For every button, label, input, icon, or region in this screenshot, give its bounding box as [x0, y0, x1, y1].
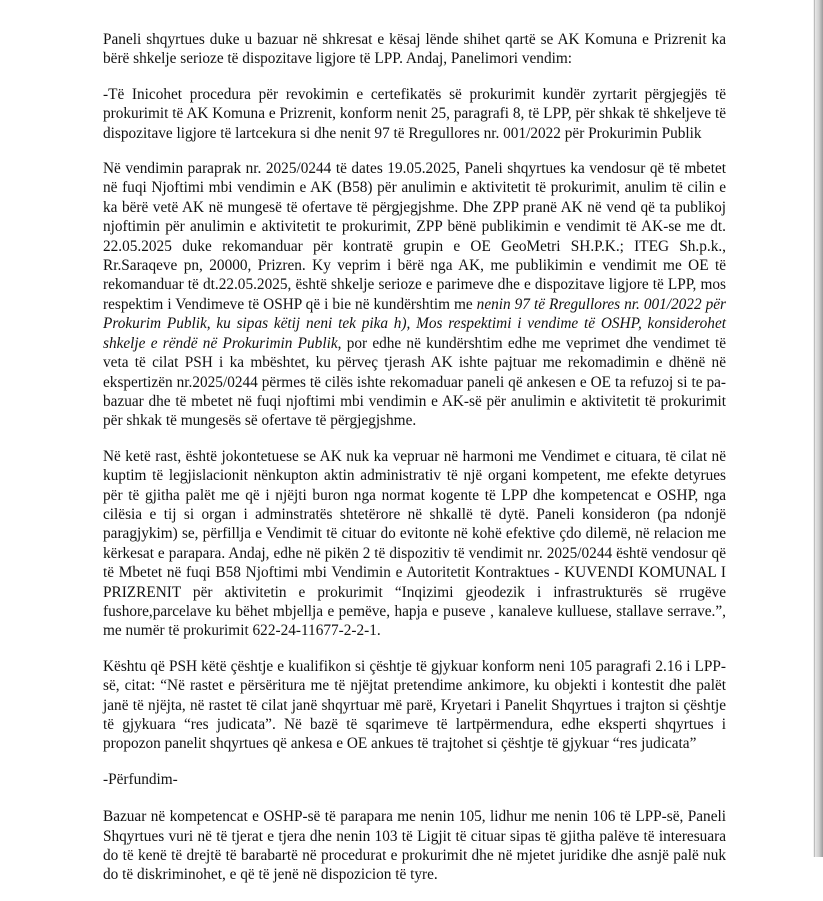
section-heading-conclusion: -Përfundim-: [103, 770, 178, 788]
paragraph-revocation: -Të Inicohet procedura për revokimin e certefikatës së prokurimit kundër zyrtarit përgjegjës të prokurimit të AK Komuna e Prizrenit, konform nenit 25, paragrafi 8, të LPP, për shkak të shkeljeve të dispozitave ligjore të lartcekura si dhe nenit 97 të Rregullores nr. 001/2022 për Prokurimin Publik: [103, 85, 726, 142]
paragraph-previous-decision-italic: nenin 97 të Rregullores nr. 001/2022 për Prokurim Publik, ku sipas këtij neni tek pika h), Mos respektimi i vendime të OSHP, konsiderohet shkelje e rëndë në Prokurimin Publik: [103, 295, 726, 352]
page-edge-shadow: [813, 0, 823, 857]
paragraph-res-judicata: Kështu që PSH këtë çështje e kualifikon si çështje të gjykuar konform neni 105 paragrafi 2.16 i LPP-së, citat: “Në rastet e përsëritura me të njëjtat pretendime ankimore, ku objekti i kontestit dhe palët janë të njëjta, në rastet të cilat janë shqyrtuar më parë, Kryetari i Panelit Shqyrtues i trajton si çështje të gjykuara “res judicata”. Në bazë të sqarimeve të lartpërmendura, edhe eksperti shqyrtues i propozon panelit shqyrtues që ankesa e OE ankues të trajtohet si çështje të gjykuar “res judicata”: [103, 657, 726, 753]
paragraph-case-analysis: Në ketë rast, është jokontetuese se AK nuk ka vepruar në harmoni me Vendimet e cituara, të cilat në kuptim të legjislacionit nënkupton aktin administrativ të një organi kompetent, me efekte detyrues për të gjitha palët me që i njëjti buron nga normat kogente të LPP dhe kompetencat e OSHP, nga cilësia e tij si organ i adminstratës shtetërore në shkallë të dytë. Paneli konsideron (pa ndonjë paragjykim) se, përfillja e Vendimit të cituar do evitonte në kohë efektive çdo dilemë, në relacion me kërkesat e parapara. Andaj, edhe në pikën 2 të dispozitiv të vendimit nr. 2025/0244 është vendosur që të Mbetet në fuqi B58 Njoftimi mbi Vendimin e Autoritetit Kontraktues - KUVENDI KOMUNAL I PRIZRENIT për aktivitetin e prokurimit “Inqizimi gjeodezik i infrastrukturës së rrugëve fushore,parcelave ku bëhet mbjellja e pemëve, hapja e puseve , kanaleve kulluese, stallave serrave.”, me numër të prokurimit 622-24-11677-2-2-1.: [103, 447, 726, 640]
paragraph-previous-decision: [103, 159, 726, 431]
paragraph-intro: Paneli shqyrtues duke u bazuar në shkresat e kësaj lënde shihet qartë se AK Komuna e Prizrenit ka bërë shkelje serioze të dispozitave ligjore të LPP. Andaj, Panelimori vendim:: [103, 31, 726, 68]
paragraph-previous-decision-part-1: Në vendimin paraprak nr. 2025/0244 të dates 19.05.2025, Paneli shqyrtues ka vendosur që të mbetet në fuqi Njoftimi mbi vendimin e AK (B58) për anulimin e aktivitetit të prokurimit, anulim të cilin e ka bërë vetë AK në mungesë të ofertave të përgjegjshme. Dhe ZPP pranë AK në vend që ta publikoj njoftimin për anulimin e aktivitetit te prokurimit, ZPP bënë publikimin e vendimit të AK-se me dt. 22.05.2025 duke rekomanduar për kontratë grupin e OE GeoMetri SH.P.K.; ITEG Sh.p.k., Rr.Saraqeve pn, 20000, Prizren. Ky veprim i bërë nga AK, me publikimin e vendimit me OE të rekomanduar të dt.22.05.2025, është shkelje serioze e parimeve dhe e dispozitave ligjore të LPP, mos respektim i Vendimeve të OSHP që i bie në kundërshtim me: [103, 160, 726, 313]
paragraph-previous-decision-part-2: , por edhe në kundërshtim edhe me veprimet dhe vendimet të veta të cilat PSH i ka mbështet, ku përveç tjerash AK ishte pajtuar me rekomadimin e dhënë në ekspertizën nr.2025/0244 përmes të cilës ishte rekomaduar paneli që ankesen e OE ta refuzoj si te pa-bazuar dhe të mbetet në fuqi njoftimi mbi vendimin e AK-së për anulimin e aktivitetit të prokurimit për shkak të mungesës së ofertave të përgjegjshme.: [103, 334, 726, 430]
document-body: [103, 30, 726, 901]
paragraph-conclusion: Bazuar në kompetencat e OSHP-së të parapara me nenin 105, lidhur me nenin 106 të LPP-së, Paneli Shqyrtues vuri në të tjerat e tjera dhe nenin 103 të Ligjit të cituar sipas të gjitha palëve të interesuara do të kenë të drejtë të barabartë në procedurat e prokurimit dhe në mjetet juridike dhe asnjë palë nuk do të diskriminohet, e që të jenë në dispozicion të tyre.: [103, 808, 726, 884]
